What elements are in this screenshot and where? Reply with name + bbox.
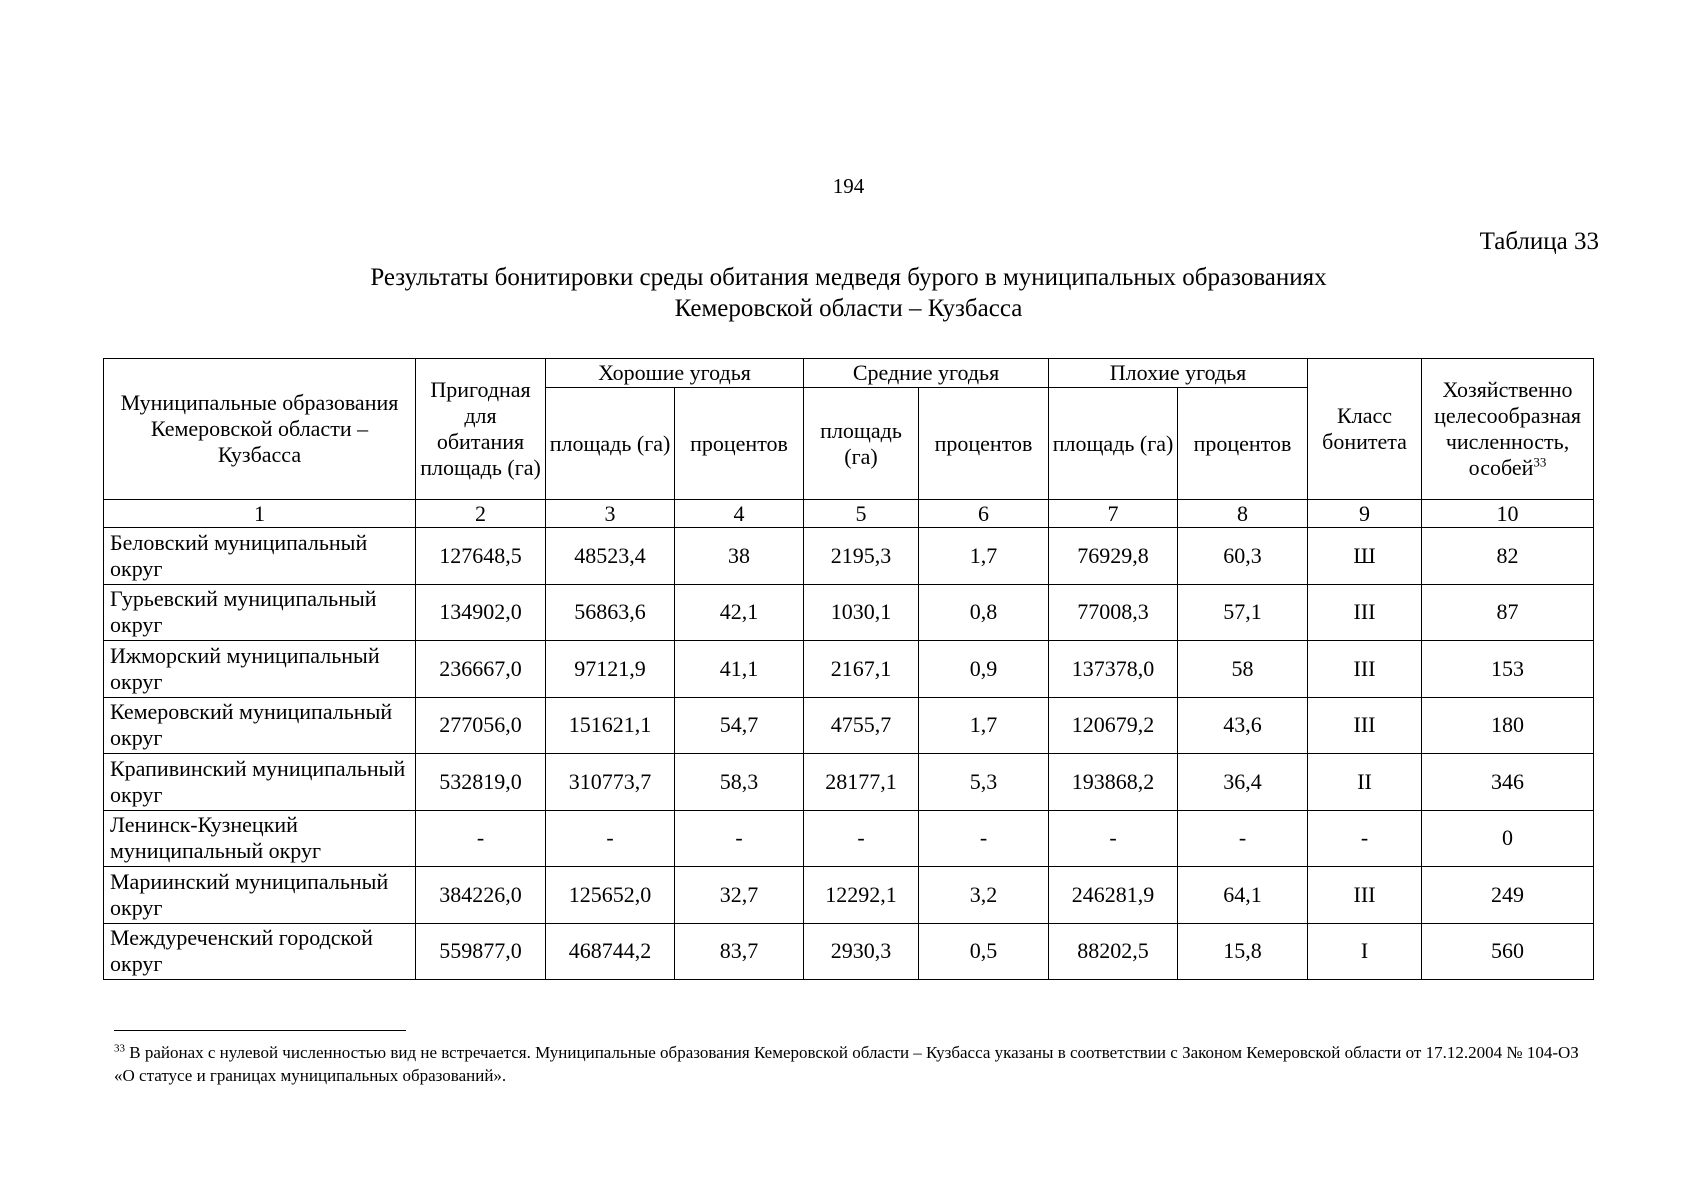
table-cell: 127648,5	[416, 528, 546, 585]
table-cell: 1030,1	[804, 584, 919, 641]
table-cell: 58	[1178, 641, 1308, 698]
table-row	[104, 923, 1594, 980]
footnote-divider	[114, 1030, 406, 1031]
table-cell: 41,1	[675, 641, 804, 698]
table-cell: 560	[1422, 923, 1594, 980]
table-cell: 82	[1422, 528, 1594, 585]
table-cell: 249	[1422, 867, 1594, 924]
header-municipality: Муниципальные образования Кемеровской области – Кузбасса	[104, 359, 416, 500]
table-cell: 2167,1	[804, 641, 919, 698]
table-cell: 97121,9	[546, 641, 675, 698]
table-cell: 1,7	[919, 528, 1049, 585]
header-good-lands: Хорошие угодья	[546, 359, 804, 388]
header-medium-lands: Средние угодья	[804, 359, 1049, 388]
header-economic-number	[1422, 359, 1594, 500]
table-cell: 48523,4	[546, 528, 675, 585]
column-number: 4	[675, 500, 804, 528]
table-cell: -	[416, 810, 546, 867]
table-cell: 2930,3	[804, 923, 919, 980]
table-cell: Ш	[1308, 528, 1422, 585]
footnote-text: В районах с нулевой численностью вид не встречается. Муниципальные образования Кемеровской области – Кузбасса указаны в соответствии с Законом Кемеровской области от 17.12.2004 № 104-ОЗ «О статусе и границах муниципальных образований».	[114, 1043, 1579, 1085]
column-number: 9	[1308, 500, 1422, 528]
table-cell: 1,7	[919, 697, 1049, 754]
bear-habitat-table	[103, 358, 1594, 980]
table-cell: 28177,1	[804, 754, 919, 811]
table-title	[0, 262, 1697, 324]
table-cell: 153	[1422, 641, 1594, 698]
table-cell: 236667,0	[416, 641, 546, 698]
table-row	[104, 810, 1594, 867]
table-cell: 151621,1	[546, 697, 675, 754]
column-number-row	[104, 500, 1594, 528]
column-number: 2	[416, 500, 546, 528]
table-cell: -	[546, 810, 675, 867]
table-cell: 58,3	[675, 754, 804, 811]
column-number: 8	[1178, 500, 1308, 528]
table-cell: 5,3	[919, 754, 1049, 811]
table-cell: 56863,6	[546, 584, 675, 641]
table-cell: 77008,3	[1049, 584, 1178, 641]
table-cell: III	[1308, 697, 1422, 754]
header-good-percent: процентов	[675, 388, 804, 500]
table-cell: 384226,0	[416, 867, 546, 924]
municipality-name-cell: Крапивинский муниципальный округ	[104, 754, 416, 811]
table-cell: 346	[1422, 754, 1594, 811]
header-quality-class: Класс бонитета	[1308, 359, 1422, 500]
footnote-reference: 33	[1533, 454, 1547, 470]
table-cell: -	[675, 810, 804, 867]
table-cell: 64,1	[1178, 867, 1308, 924]
table-row	[104, 641, 1594, 698]
column-number: 5	[804, 500, 919, 528]
table-title-line-1: Результаты бонитировки среды обитания медведя бурого в муниципальных образованиях	[370, 264, 1327, 291]
column-number: 3	[546, 500, 675, 528]
table-cell: 3,2	[919, 867, 1049, 924]
table-cell: 60,3	[1178, 528, 1308, 585]
table-cell: -	[1308, 810, 1422, 867]
table-cell: 36,4	[1178, 754, 1308, 811]
table-cell: 0,5	[919, 923, 1049, 980]
page-number: 194	[832, 174, 865, 198]
table-cell: -	[919, 810, 1049, 867]
municipality-name-cell: Ленинск-Кузнецкий муниципальный округ	[104, 810, 416, 867]
table-cell: 532819,0	[416, 754, 546, 811]
column-number: 7	[1049, 500, 1178, 528]
table-cell: -	[1049, 810, 1178, 867]
table-cell: 57,1	[1178, 584, 1308, 641]
table-cell: 88202,5	[1049, 923, 1178, 980]
table-cell: 559877,0	[416, 923, 546, 980]
table-cell: III	[1308, 584, 1422, 641]
table-cell: II	[1308, 754, 1422, 811]
municipality-name-cell: Ижморский муниципальный округ	[104, 641, 416, 698]
table-cell: 468744,2	[546, 923, 675, 980]
table-cell: 43,6	[1178, 697, 1308, 754]
table-cell: 12292,1	[804, 867, 919, 924]
table-cell: 38	[675, 528, 804, 585]
table-row	[104, 584, 1594, 641]
header-good-area: площадь (га)	[546, 388, 675, 500]
table-row	[104, 867, 1594, 924]
table-cell: 76929,8	[1049, 528, 1178, 585]
table-cell: 0,9	[919, 641, 1049, 698]
table-body	[104, 528, 1594, 980]
table-label: Таблица 33	[1479, 228, 1599, 255]
table-cell: 180	[1422, 697, 1594, 754]
table-cell: 15,8	[1178, 923, 1308, 980]
table-cell: 87	[1422, 584, 1594, 641]
header-medium-percent: процентов	[919, 388, 1049, 500]
column-number: 10	[1422, 500, 1594, 528]
header-poor-percent: процентов	[1178, 388, 1308, 500]
table-row	[104, 697, 1594, 754]
municipality-name-cell: Междуреченский городской округ	[104, 923, 416, 980]
table-row	[104, 528, 1594, 585]
table-cell: 83,7	[675, 923, 804, 980]
municipality-name-cell: Беловский муниципальный округ	[104, 528, 416, 585]
table-cell: 0	[1422, 810, 1594, 867]
table-cell: -	[1178, 810, 1308, 867]
table-cell: 137378,0	[1049, 641, 1178, 698]
table-cell: 120679,2	[1049, 697, 1178, 754]
table-cell: 277056,0	[416, 697, 546, 754]
table-cell: III	[1308, 867, 1422, 924]
table-cell: 125652,0	[546, 867, 675, 924]
table-cell: 32,7	[675, 867, 804, 924]
table-cell: 134902,0	[416, 584, 546, 641]
header-poor-area: площадь (га)	[1049, 388, 1178, 500]
header-poor-lands: Плохие угодья	[1049, 359, 1308, 388]
municipality-name-cell: Гурьевский муниципальный округ	[104, 584, 416, 641]
table-row	[104, 754, 1594, 811]
column-number: 1	[104, 500, 416, 528]
header-medium-area: площадь (га)	[804, 388, 919, 500]
footnote-mark: 33	[114, 1042, 125, 1055]
table-cell: 246281,9	[1049, 867, 1178, 924]
table-cell: 54,7	[675, 697, 804, 754]
table-cell: 4755,7	[804, 697, 919, 754]
table-cell: 2195,3	[804, 528, 919, 585]
column-number: 6	[919, 500, 1049, 528]
table-cell: -	[804, 810, 919, 867]
table-cell: 42,1	[675, 584, 804, 641]
table-cell: III	[1308, 641, 1422, 698]
header-suitable-area: Пригодная для обитания площадь (га)	[416, 359, 546, 500]
table-cell: 310773,7	[546, 754, 675, 811]
municipality-name-cell: Мариинский муниципальный округ	[104, 867, 416, 924]
municipality-name-cell: Кемеровский муниципальный округ	[104, 697, 416, 754]
table-cell: 193868,2	[1049, 754, 1178, 811]
header-economic-number-text: Хозяйственно целесообразная численность, особей	[1434, 377, 1581, 480]
footnote	[114, 1041, 1594, 1087]
table-cell: 0,8	[919, 584, 1049, 641]
table-title-line-2: Кемеровской области – Кузбасса	[674, 295, 1023, 322]
table-cell: I	[1308, 923, 1422, 980]
